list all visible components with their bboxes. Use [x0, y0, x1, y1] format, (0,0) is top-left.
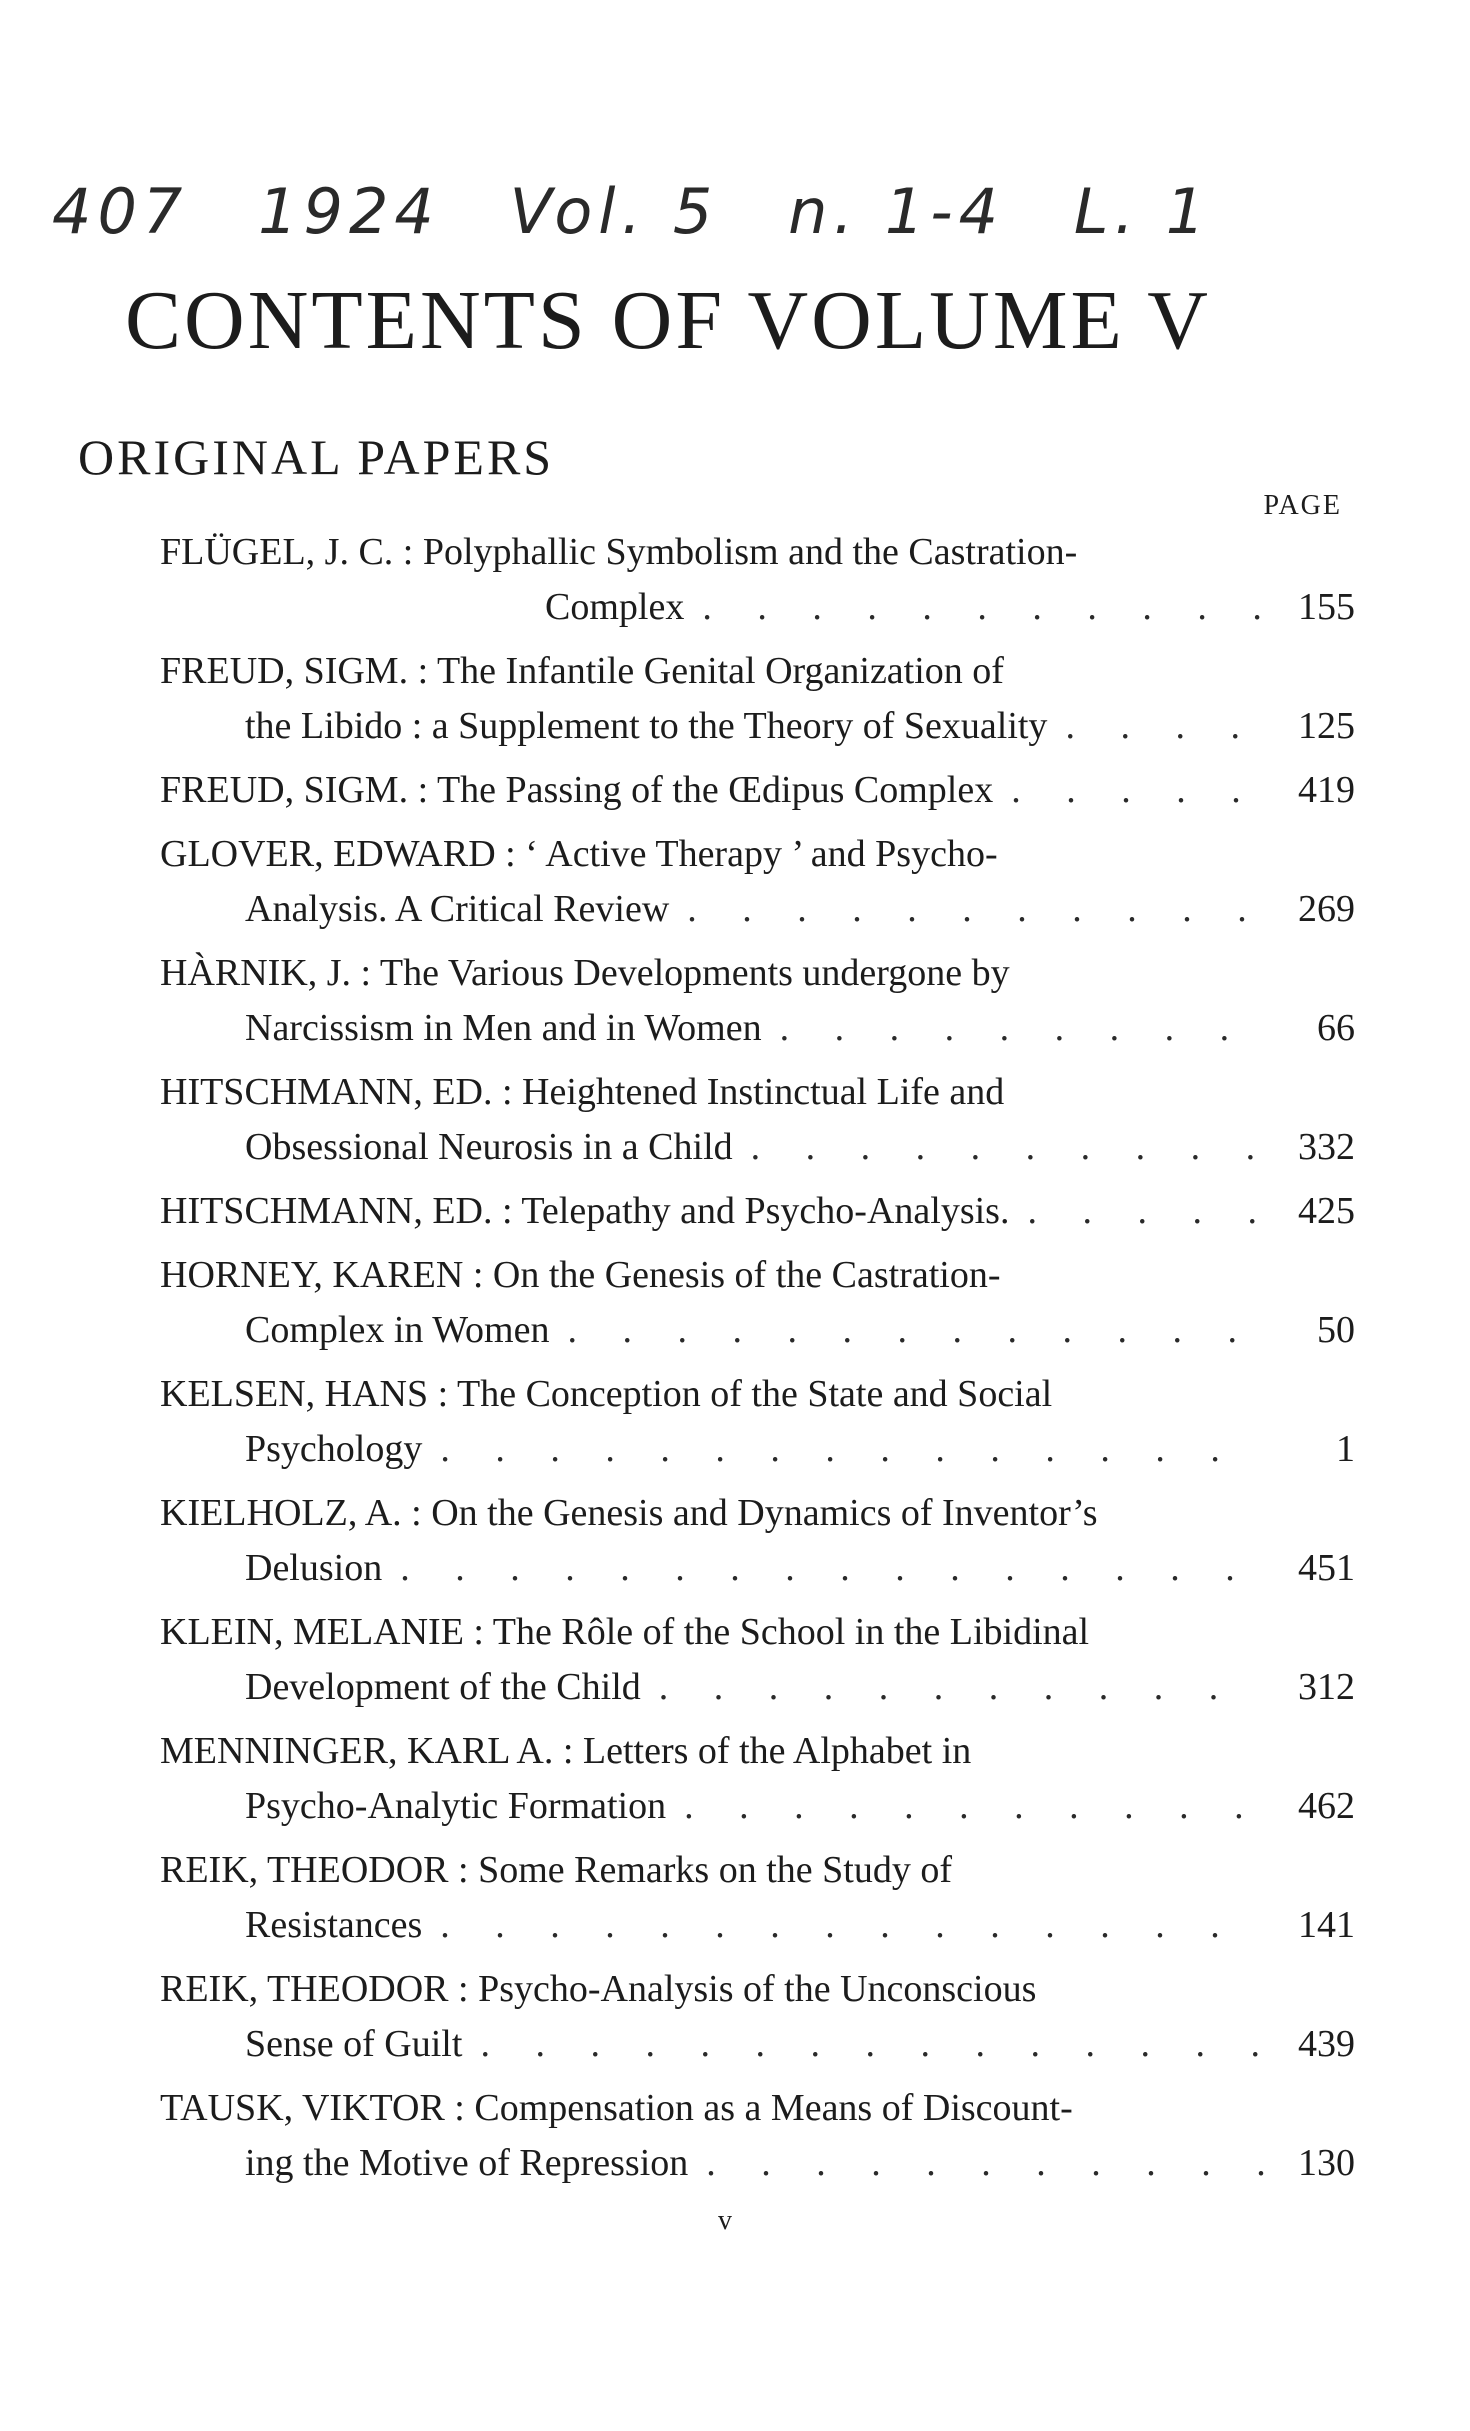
entry-line	[160, 644, 1250, 699]
contents-entry	[160, 1962, 1355, 2072]
contents-entry	[160, 2081, 1355, 2191]
entry-title-continuation: Complex	[545, 586, 685, 628]
contents-entry	[160, 644, 1355, 754]
entry-line	[160, 2081, 1250, 2136]
entry-continuation-line	[160, 1120, 1355, 1175]
entry-author-title: HORNEY, KAREN : On the Genesis of the Castration-	[160, 1254, 1001, 1296]
entry-line	[160, 1724, 1250, 1779]
dot-leader	[422, 1898, 1265, 1953]
entry-continuation-line	[160, 2017, 1355, 2072]
entry-page-number: 1	[1336, 1428, 1355, 1470]
contents-entry	[160, 1065, 1355, 1175]
entry-title-continuation: Analysis. A Critical Review	[245, 888, 670, 930]
entry-line	[160, 1065, 1250, 1120]
handwritten-year: 1924	[258, 175, 440, 248]
entry-continuation-line	[160, 1779, 1355, 1834]
entry-page-number: 332	[1298, 1126, 1355, 1168]
page-number-marker: v	[718, 2205, 732, 2236]
entry-title-continuation: Delusion	[245, 1547, 383, 1589]
handwritten-location: L. 1	[1073, 175, 1212, 248]
contents-entry	[160, 1367, 1355, 1477]
entry-title-continuation: Obsessional Neurosis in a Child	[245, 1126, 733, 1168]
entry-continuation-line	[160, 1001, 1355, 1056]
entry-page-number: 439	[1298, 2023, 1355, 2065]
entry-continuation-line	[160, 1898, 1355, 1953]
dot-leader	[382, 1541, 1265, 1596]
entry-page-number: 462	[1298, 1785, 1355, 1827]
entry-line	[160, 1184, 1355, 1239]
dot-leader	[462, 2017, 1265, 2072]
entry-line	[160, 1962, 1250, 2017]
entry-page-number: 125	[1298, 705, 1355, 747]
entry-continuation-line	[160, 882, 1355, 937]
entry-line	[160, 827, 1250, 882]
entry-title-continuation: Psychology	[245, 1428, 423, 1470]
dot-leader	[666, 1779, 1265, 1834]
dot-leader	[1047, 699, 1265, 754]
entry-author-title: TAUSK, VIKTOR : Compensation as a Means of Discount-	[160, 2087, 1073, 2129]
handwritten-number: 407	[52, 175, 189, 248]
entry-line	[160, 946, 1250, 1001]
contents-entry	[160, 1843, 1355, 1953]
entry-page-number: 451	[1298, 1547, 1355, 1589]
entry-line	[160, 1486, 1250, 1541]
entry-author-title: REIK, THEODOR : Psycho-Analysis of the Unconscious	[160, 1968, 1037, 2010]
entry-page-number: 50	[1317, 1309, 1355, 1351]
dot-leader	[733, 1120, 1265, 1175]
entry-title-continuation: Development of the Child	[245, 1666, 641, 1708]
contents-entry	[160, 763, 1355, 818]
entry-title-continuation: Narcissism in Men and in Women	[245, 1007, 762, 1049]
entry-line	[160, 1843, 1250, 1898]
dot-leader	[762, 1001, 1265, 1056]
entry-continuation-line	[160, 1422, 1355, 1477]
entry-line	[160, 1248, 1250, 1303]
entry-author-title: KELSEN, HANS : The Conception of the State and Social	[160, 1373, 1053, 1415]
entry-line	[160, 1605, 1250, 1660]
contents-list	[160, 525, 1355, 2200]
dot-leader	[669, 882, 1265, 937]
entry-author-title: FREUD, SIGM. : The Infantile Genital Organization of	[160, 650, 1004, 692]
entry-author-title: KLEIN, MELANIE : The Rôle of the School in the Libidinal	[160, 1611, 1090, 1653]
contents-entry	[160, 525, 1355, 635]
page-column-label: PAGE	[1263, 490, 1342, 521]
contents-entry	[160, 1486, 1355, 1596]
entry-title-continuation: Resistances	[245, 1904, 423, 1946]
entry-author-title: HITSCHMANN, ED. : Telepathy and Psycho-Analysis.	[160, 1190, 1010, 1232]
entry-title-continuation: Psycho-Analytic Formation	[245, 1785, 667, 1827]
entry-author-title: FLÜGEL, J. C. : Polyphallic Symbolism and the Castration-	[160, 531, 1078, 573]
page-title: CONTENTS OF VOLUME V	[125, 274, 1211, 367]
entry-page-number: 155	[1298, 586, 1355, 628]
handwritten-issues: n. 1-4	[788, 175, 1005, 248]
handwritten-volume: Vol. 5	[509, 175, 719, 248]
dot-leader	[1009, 1184, 1265, 1239]
dot-leader	[993, 763, 1265, 818]
entry-line	[160, 763, 1355, 818]
entry-author-title: FREUD, SIGM. : The Passing of the Œdipus Complex	[160, 769, 994, 811]
entry-line	[160, 525, 1250, 580]
contents-entry	[160, 1184, 1355, 1239]
contents-entry	[160, 1605, 1355, 1715]
entry-line	[160, 1367, 1250, 1422]
handwritten-catalog-note	[52, 175, 1255, 248]
entry-title-continuation: Complex in Women	[245, 1309, 550, 1351]
contents-entry	[160, 827, 1355, 937]
entry-continuation-line	[160, 1541, 1355, 1596]
entry-author-title: KIELHOLZ, A. : On the Genesis and Dynamics of Inventor’s	[160, 1492, 1098, 1534]
entry-page-number: 141	[1298, 1904, 1355, 1946]
entry-continuation-line	[160, 2136, 1355, 2191]
entry-page-number: 312	[1298, 1666, 1355, 1708]
entry-continuation-line	[160, 699, 1355, 754]
contents-entry	[160, 946, 1355, 1056]
entry-page-number: 269	[1298, 888, 1355, 930]
dot-leader	[688, 2136, 1265, 2191]
contents-entry	[160, 1248, 1355, 1358]
dot-leader	[549, 1303, 1265, 1358]
entry-continuation-line	[160, 1303, 1355, 1358]
section-title: ORIGINAL PAPERS	[78, 429, 555, 485]
entry-author-title: MENNINGER, KARL A. : Letters of the Alphabet in	[160, 1730, 972, 1772]
dot-leader	[641, 1660, 1265, 1715]
entry-title-continuation: the Libido : a Supplement to the Theory of Sexuality	[245, 705, 1048, 747]
dot-leader	[422, 1422, 1265, 1477]
entry-page-number: 425	[1298, 1190, 1355, 1232]
entry-continuation-line	[160, 1660, 1355, 1715]
entry-title-continuation: ing the Motive of Repression	[245, 2142, 689, 2184]
entry-author-title: REIK, THEODOR : Some Remarks on the Study of	[160, 1849, 952, 1891]
contents-entry	[160, 1724, 1355, 1834]
entry-author-title: GLOVER, EDWARD : ‘ Active Therapy ’ and Psycho-	[160, 833, 998, 875]
entry-page-number: 66	[1317, 1007, 1355, 1049]
entry-author-title: HÀRNIK, J. : The Various Developments undergone by	[160, 952, 1010, 994]
entry-page-number: 419	[1298, 769, 1355, 811]
entry-author-title: HITSCHMANN, ED. : Heightened Instinctual Life and	[160, 1071, 1005, 1113]
entry-continuation-line	[160, 580, 1355, 635]
dot-leader	[684, 580, 1265, 635]
entry-page-number: 130	[1298, 2142, 1355, 2184]
entry-title-continuation: Sense of Guilt	[245, 2023, 463, 2065]
